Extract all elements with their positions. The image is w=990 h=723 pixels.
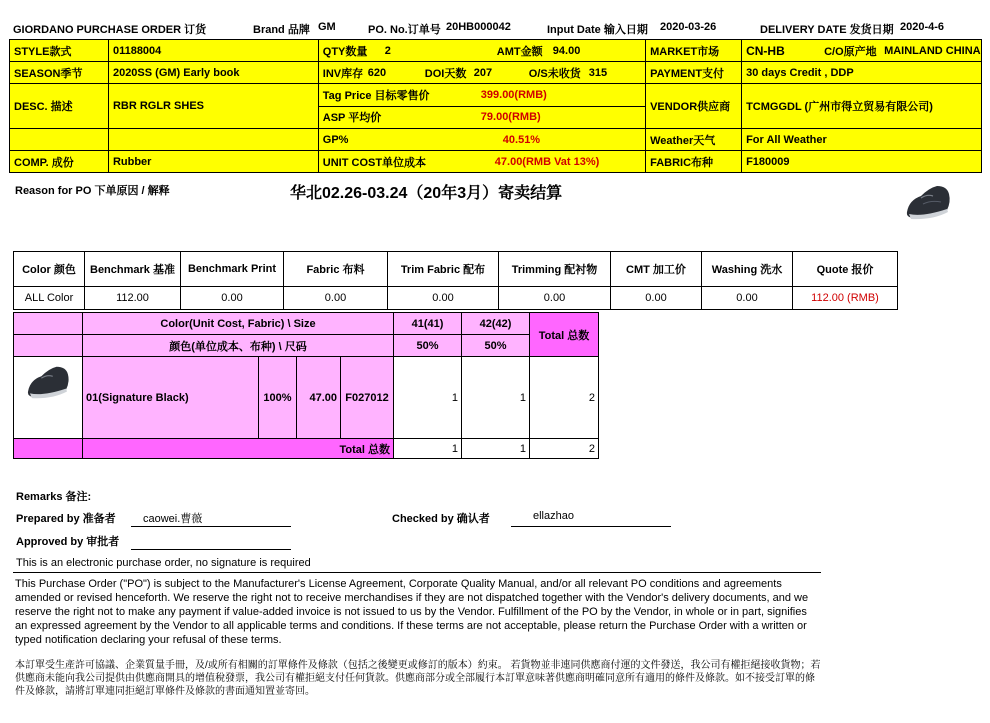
payment-value: 30 days Credit , DDP	[742, 62, 982, 84]
row-total: 2	[530, 357, 599, 439]
tag-price-cell	[318, 84, 645, 107]
row-pct: 100%	[259, 357, 297, 439]
weather-value: For All Weather	[742, 129, 982, 151]
blank-cell	[10, 129, 109, 151]
cost-value: ALL Color	[14, 287, 85, 310]
asp-cell	[318, 106, 645, 129]
checked-line	[511, 526, 671, 527]
amt-value: 94.00	[552, 44, 581, 57]
prepared-line	[131, 526, 291, 527]
row-cost: 47.00	[297, 357, 341, 439]
delivery-date-label: DELIVERY DATE 发货日期	[760, 24, 894, 36]
cost-header: Quote 报价	[793, 252, 898, 287]
cost-header: CMT 加工价	[611, 252, 702, 287]
asp-label: ASP 平均价	[322, 112, 382, 125]
footer-qty-42: 1	[462, 439, 530, 459]
cost-header: Benchmark 基准	[85, 252, 181, 287]
reason-text: 华北02.26-03.24（20年3月）寄卖结算	[290, 185, 563, 202]
input-date-label: Input Date 输入日期	[547, 24, 648, 36]
inv-label: INV库存	[322, 67, 364, 80]
qty-amt-cell	[318, 40, 645, 62]
season-value: 2020SS (GM) Early book	[108, 62, 318, 84]
size-41: 41(41)	[394, 313, 462, 335]
desc-label: DESC. 描述	[10, 84, 109, 129]
comp-label: COMP. 成份	[10, 151, 109, 173]
desc-value: RBR RGLR SHES	[108, 84, 318, 129]
fabric-label: FABRIC布种	[646, 151, 742, 173]
footer-total: 2	[530, 439, 599, 459]
blank-cell	[108, 129, 318, 151]
terms-chinese: 本訂單受生產許可協議、企業質量手冊，及/或所有相關的訂單條件及條款（包括之後變更或修訂的版本）約束。 若貨物並非連同供應商付運的文件發送，我公司有權拒絕接收貨物；若供應商未能向我公司提供由供應商開具的增值稅發票，我公司有權拒絕支付任何貨款。供應商部分或全部履行本訂單意味著供應商明確同意所有適用的條件及條款。如不接受訂單的條件及條款，請將訂單連同拒絕訂單條件及條款的書面通知置並寄回。	[15, 660, 821, 697]
unit-cost-value: 47.00(RMB Vat 13%)	[494, 155, 600, 168]
market-label: MARKET市场	[646, 40, 742, 62]
season-label: SEASON季节	[10, 62, 109, 84]
approved-line	[131, 549, 291, 550]
unit-cost-label: UNIT COST单位成本	[322, 156, 427, 169]
approved-label: Approved by 审批者	[16, 536, 120, 548]
market-value: CN-HB	[746, 43, 785, 58]
style-value: 01188004	[108, 40, 318, 62]
electronic-note: This is an electronic purchase order, no signature is required	[16, 557, 311, 569]
checked-label: Checked by 确认者	[392, 513, 490, 525]
fabric-value: F180009	[742, 151, 982, 173]
qty-value: 2	[384, 44, 391, 57]
cost-value: 0.00	[611, 287, 702, 310]
cost-header: Washing 洗水	[702, 252, 793, 287]
footer-qty-41: 1	[394, 439, 462, 459]
remarks-label: Remarks 备注:	[16, 491, 92, 503]
delivery-date-value: 2020-4-6	[900, 21, 945, 33]
os-label: O/S未收货	[528, 67, 581, 80]
payment-label: PAYMENT支付	[646, 62, 742, 84]
row-color: 01(Signature Black)	[83, 357, 259, 439]
row-qty-41: 1	[394, 357, 462, 439]
cost-value: 0.00	[388, 287, 499, 310]
ratio-41: 50%	[394, 335, 462, 357]
cost-table	[13, 251, 898, 310]
shoe-image	[903, 182, 953, 222]
ratio-42: 50%	[462, 335, 530, 357]
gp-cell	[318, 129, 645, 151]
row-image-cell	[14, 357, 83, 439]
po-number-label: PO. No.订单号	[368, 24, 441, 36]
weather-label: Weather天气	[646, 129, 742, 151]
po-number-value: 20HB000042	[446, 21, 511, 33]
asp-value: 79.00(RMB)	[480, 111, 541, 124]
tag-price-label: Tag Price 目标零售价	[322, 89, 430, 102]
shoe-thumbnail	[23, 363, 73, 401]
image-head-cell	[14, 313, 83, 335]
style-label: STYLE款式	[10, 40, 109, 62]
divider	[13, 572, 821, 573]
brand-value: GM	[318, 21, 336, 33]
po-info-grid	[9, 39, 982, 173]
cost-value: 112.00	[85, 287, 181, 310]
market-cell	[742, 40, 982, 62]
cost-header: Color 颜色	[14, 252, 85, 287]
row-fabric: F027012	[341, 357, 394, 439]
footer-blank	[14, 439, 83, 459]
comp-value: Rubber	[108, 151, 318, 173]
size-table	[13, 312, 599, 459]
prepared-value: caowei.曹薇	[143, 513, 203, 525]
tag-price-value: 399.00(RMB)	[480, 88, 547, 101]
cost-value: 0.00	[284, 287, 388, 310]
po-title: GIORDANO PURCHASE ORDER 订货	[13, 24, 207, 36]
prepared-label: Prepared by 准备者	[16, 513, 116, 525]
amt-label: AMT金额	[496, 45, 543, 58]
brand-label: Brand 品牌	[253, 24, 310, 36]
doi-label: DOI天数	[424, 67, 467, 80]
cost-header: Trim Fabric 配布	[388, 252, 499, 287]
footer-total-label: Total 总数	[83, 439, 394, 459]
gp-value: 40.51%	[502, 133, 541, 146]
image-head-cell	[14, 335, 83, 357]
origin-value: MAINLAND CHINA	[884, 44, 981, 57]
size-head-en: Color(Unit Cost, Fabric) \ Size	[83, 313, 394, 335]
gp-label: GP%	[322, 133, 349, 146]
inv-cell	[318, 62, 645, 84]
input-date-value: 2020-03-26	[660, 21, 717, 33]
vendor-value: TCMGGDL (广州市得立贸易有限公司)	[742, 84, 982, 129]
cost-value: 0.00	[499, 287, 611, 310]
total-head: Total 总数	[530, 313, 599, 357]
size-42: 42(42)	[462, 313, 530, 335]
size-head-zh: 颜色(单位成本、布种) \ 尺码	[83, 335, 394, 357]
origin-label: C/O原产地	[824, 45, 877, 58]
reason-label: Reason for PO 下单原因 / 解释	[15, 185, 170, 197]
row-qty-42: 1	[462, 357, 530, 439]
cost-value: 0.00	[702, 287, 793, 310]
cost-value: 112.00 (RMB)	[793, 287, 898, 310]
cost-header: Benchmark Print	[181, 252, 284, 287]
cost-header: Fabric 布料	[284, 252, 388, 287]
inv-value: 620	[367, 66, 387, 79]
doi-value: 207	[473, 66, 493, 79]
cost-header: Trimming 配衬物	[499, 252, 611, 287]
vendor-label: VENDOR供应商	[646, 84, 742, 129]
unit-cost-cell	[318, 151, 645, 173]
os-value: 315	[588, 66, 608, 79]
terms-english: This Purchase Order ("PO") is subject to the Manufacturer's License Agreement, Corporate Quality Manual, and/or all relevant PO conditions and agreements amended or revised henceforth. We reserve the right not to receive merchandises if they are not dispatched together with the Vendor's delivery documents, and we reserve the right not to make any payment if value-added invoice is not issued to us by the Vendor. Fulfillment of the PO by the Vendor, in whole or in part, signifies an expressed agreement by the Vendor to all applicable terms and conditions. If these terms are not acceptable, please return the Purchase Order with a written or typed notification declaring your refusal of these terms.	[15, 578, 809, 646]
checked-value: ellazhao	[533, 510, 574, 522]
qty-label: QTY数量	[322, 45, 368, 58]
cost-value: 0.00	[181, 287, 284, 310]
